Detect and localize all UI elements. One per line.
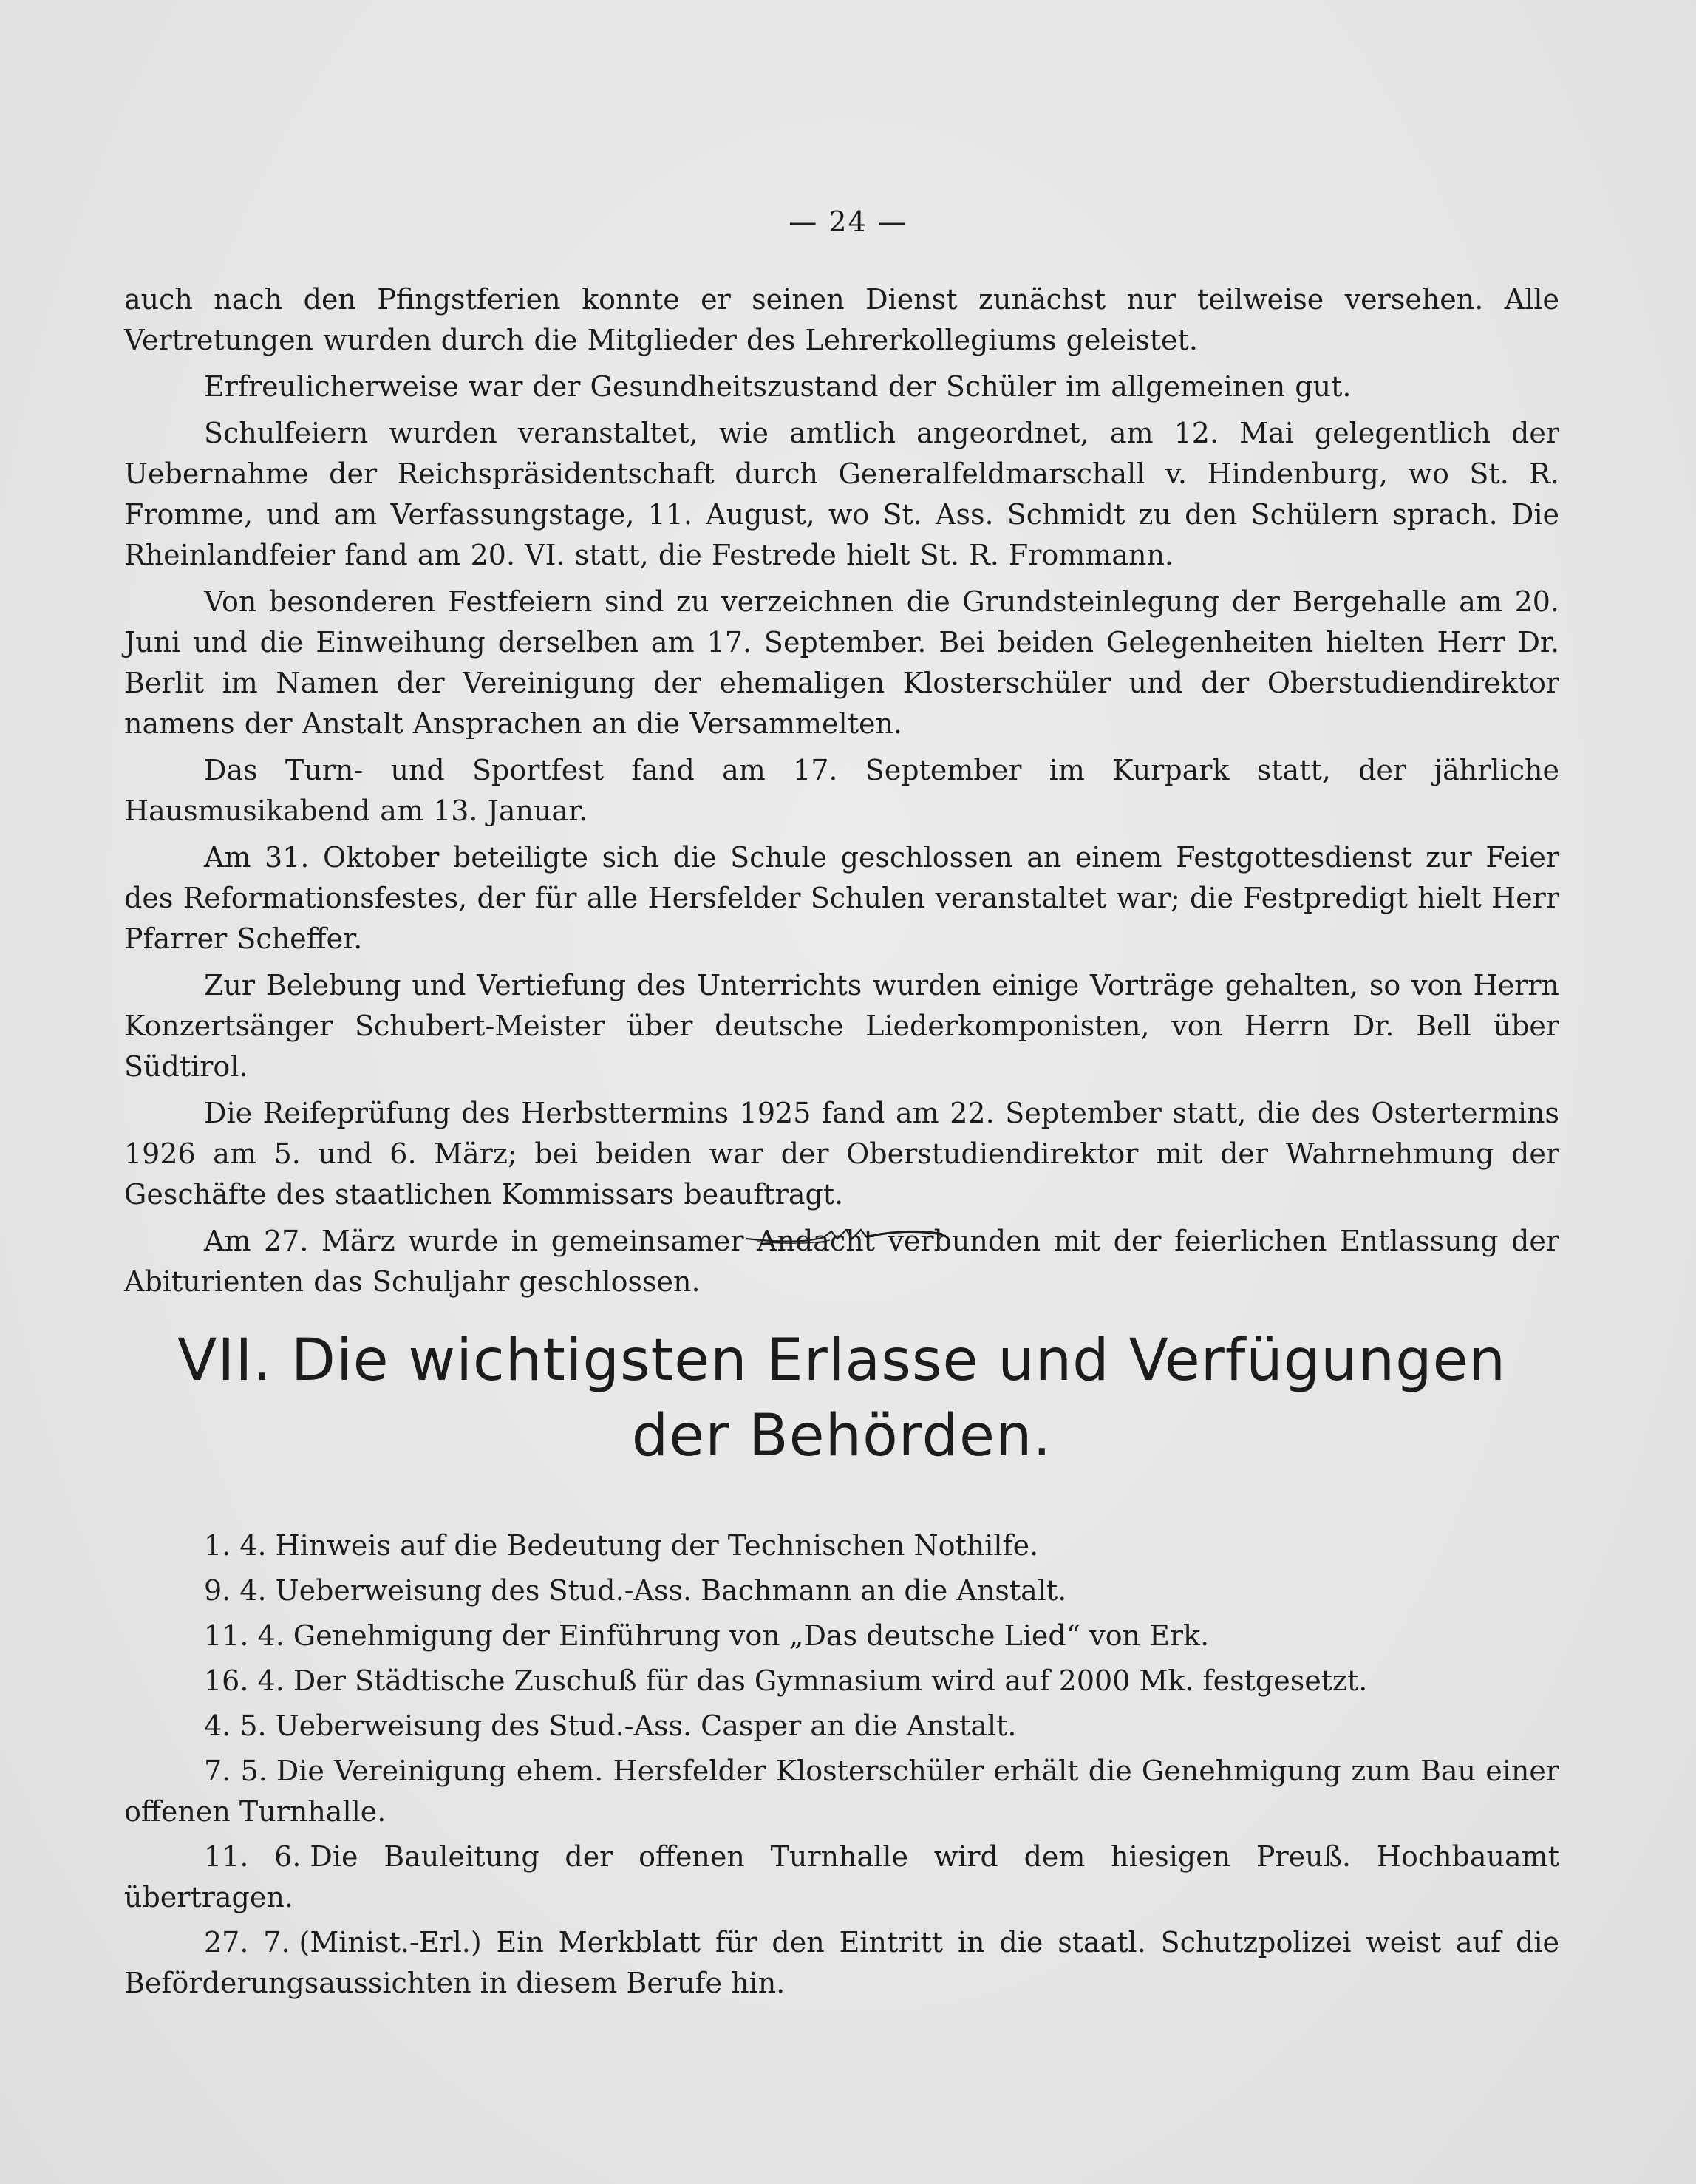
paragraph: Das Turn- und Sportfest fand am 17. September im Kurpark statt, der jährliche Hausmusikabend am 13. Januar. xyxy=(124,754,1559,827)
decree-text: Ueberweisung des Stud.-Ass. Bachmann an die Anstalt. xyxy=(275,1574,1067,1607)
decree-item xyxy=(124,1571,1559,1611)
decree-date: 27. 7. xyxy=(204,1926,290,1959)
ornament-divider xyxy=(743,1221,950,1251)
section-title-line-1: VII. Die wichtigsten Erlasse und Verfügungen xyxy=(177,1327,1507,1394)
decree-text: Ueberweisung des Stud.-Ass. Casper an die Anstalt. xyxy=(275,1710,1017,1742)
paragraph: Am 27. März wurde in gemeinsamer Andacht verbunden mit der feierlichen Entlassung der Abiturienten das Schuljahr geschlossen. xyxy=(124,1225,1559,1298)
decree-item xyxy=(124,1922,1559,2004)
body-text xyxy=(124,279,1559,1308)
decree-text: (Minist.-Erl.) Ein Merkblatt für den Eintritt in die staatl. Schutzpolizei weist auf die Beförderungsaussichten in diesem Berufe hin. xyxy=(124,1926,1559,1999)
decree-date: 4. 5. xyxy=(204,1710,267,1742)
decree-item xyxy=(124,1706,1559,1746)
decree-date: 11. 6. xyxy=(204,1840,302,1873)
decree-text: Die Vereinigung ehem. Hersfelder Klosterschüler erhält die Genehmigung zum Bau einer offenen Turnhalle. xyxy=(124,1755,1559,1828)
decree-text: Hinweis auf die Bedeutung der Technischen Nothilfe. xyxy=(275,1529,1039,1562)
paragraph: Erfreulicherweise war der Gesundheitszustand der Schüler im allgemeinen gut. xyxy=(204,370,1352,403)
decree-text: Der Städtische Zuschuß für das Gymnasium wird auf 2000 Mk. festgesetzt. xyxy=(293,1664,1368,1697)
decree-item xyxy=(124,1525,1559,1566)
paragraph: Von besonderen Festfeiern sind zu verzeichnen die Grundsteinlegung der Bergehalle am 20. Juni und die Einweihung derselben am 17. September. Bei beiden Gelegenheiten hielten Herr Dr. Berlit im Namen der Vereinigung der ehemaligen Klosterschüler und der Oberstudiendirektor namens der Anstalt Ansprachen an die Versammelten. xyxy=(124,585,1559,740)
decree-item xyxy=(124,1837,1559,1918)
section-heading xyxy=(124,1323,1559,1474)
decree-item xyxy=(124,1616,1559,1656)
paragraph: Am 31. Oktober beteiligte sich die Schule geschlossen an einem Festgottesdienst zur Feier des Reformationsfestes, der für alle Hersfelder Schulen veranstaltet war; die Festpredigt hielt Herr Pfarrer Scheffer. xyxy=(124,841,1559,955)
decree-text: Genehmigung der Einführung von „Das deutsche Lied“ von Erk. xyxy=(293,1619,1210,1652)
decree-date: 11. 4. xyxy=(204,1619,285,1652)
decree-date: 1. 4. xyxy=(204,1529,267,1562)
decree-text: Die Bauleitung der offenen Turnhalle wird dem hiesigen Preuß. Hochbauamt übertragen. xyxy=(124,1840,1559,1913)
decree-date: 7. 5. xyxy=(204,1755,268,1787)
decree-item xyxy=(124,1661,1559,1701)
decree-date: 16. 4. xyxy=(204,1664,285,1697)
paragraph: Die Reifeprüfung des Herbsttermins 1925 fand am 22. September statt, die des Ostertermins 1926 am 5. und 6. März; bei beiden war der Oberstudiendirektor mit der Wahrnehmung der Geschäfte des staatlichen Kommissars beauftragt. xyxy=(124,1097,1559,1211)
decree-item xyxy=(124,1751,1559,1832)
paragraph: Schulfeiern wurden veranstaltet, wie amtlich angeordnet, am 12. Mai gelegentlich der Uebernahme der Reichspräsidentschaft durch Generalfeldmarschall v. Hindenburg, wo St. R. Fromme, und am Verfassungstage, 11. August, wo St. Ass. Schmidt zu den Schülern sprach. Die Rheinlandfeier fand am 20. VI. statt, die Festrede hielt St. R. Frommann. xyxy=(124,417,1559,571)
decree-list xyxy=(124,1525,1559,2008)
paragraph: auch nach den Pfingstferien konnte er seinen Dienst zunächst nur teilweise versehen. Alle Vertretungen wurden durch die Mitglieder des Lehrerkollegiums geleistet. xyxy=(124,283,1559,356)
section-title-line-2: der Behörden. xyxy=(631,1403,1052,1469)
decree-date: 9. 4. xyxy=(204,1574,267,1607)
page-number: — 24 — xyxy=(789,205,907,238)
paragraph: Zur Belebung und Vertiefung des Unterrichts wurden einige Vorträge gehalten, so von Herrn Konzertsänger Schubert-Meister über deutsche Liederkomponisten, von Herrn Dr. Bell über Südtirol. xyxy=(124,969,1559,1083)
